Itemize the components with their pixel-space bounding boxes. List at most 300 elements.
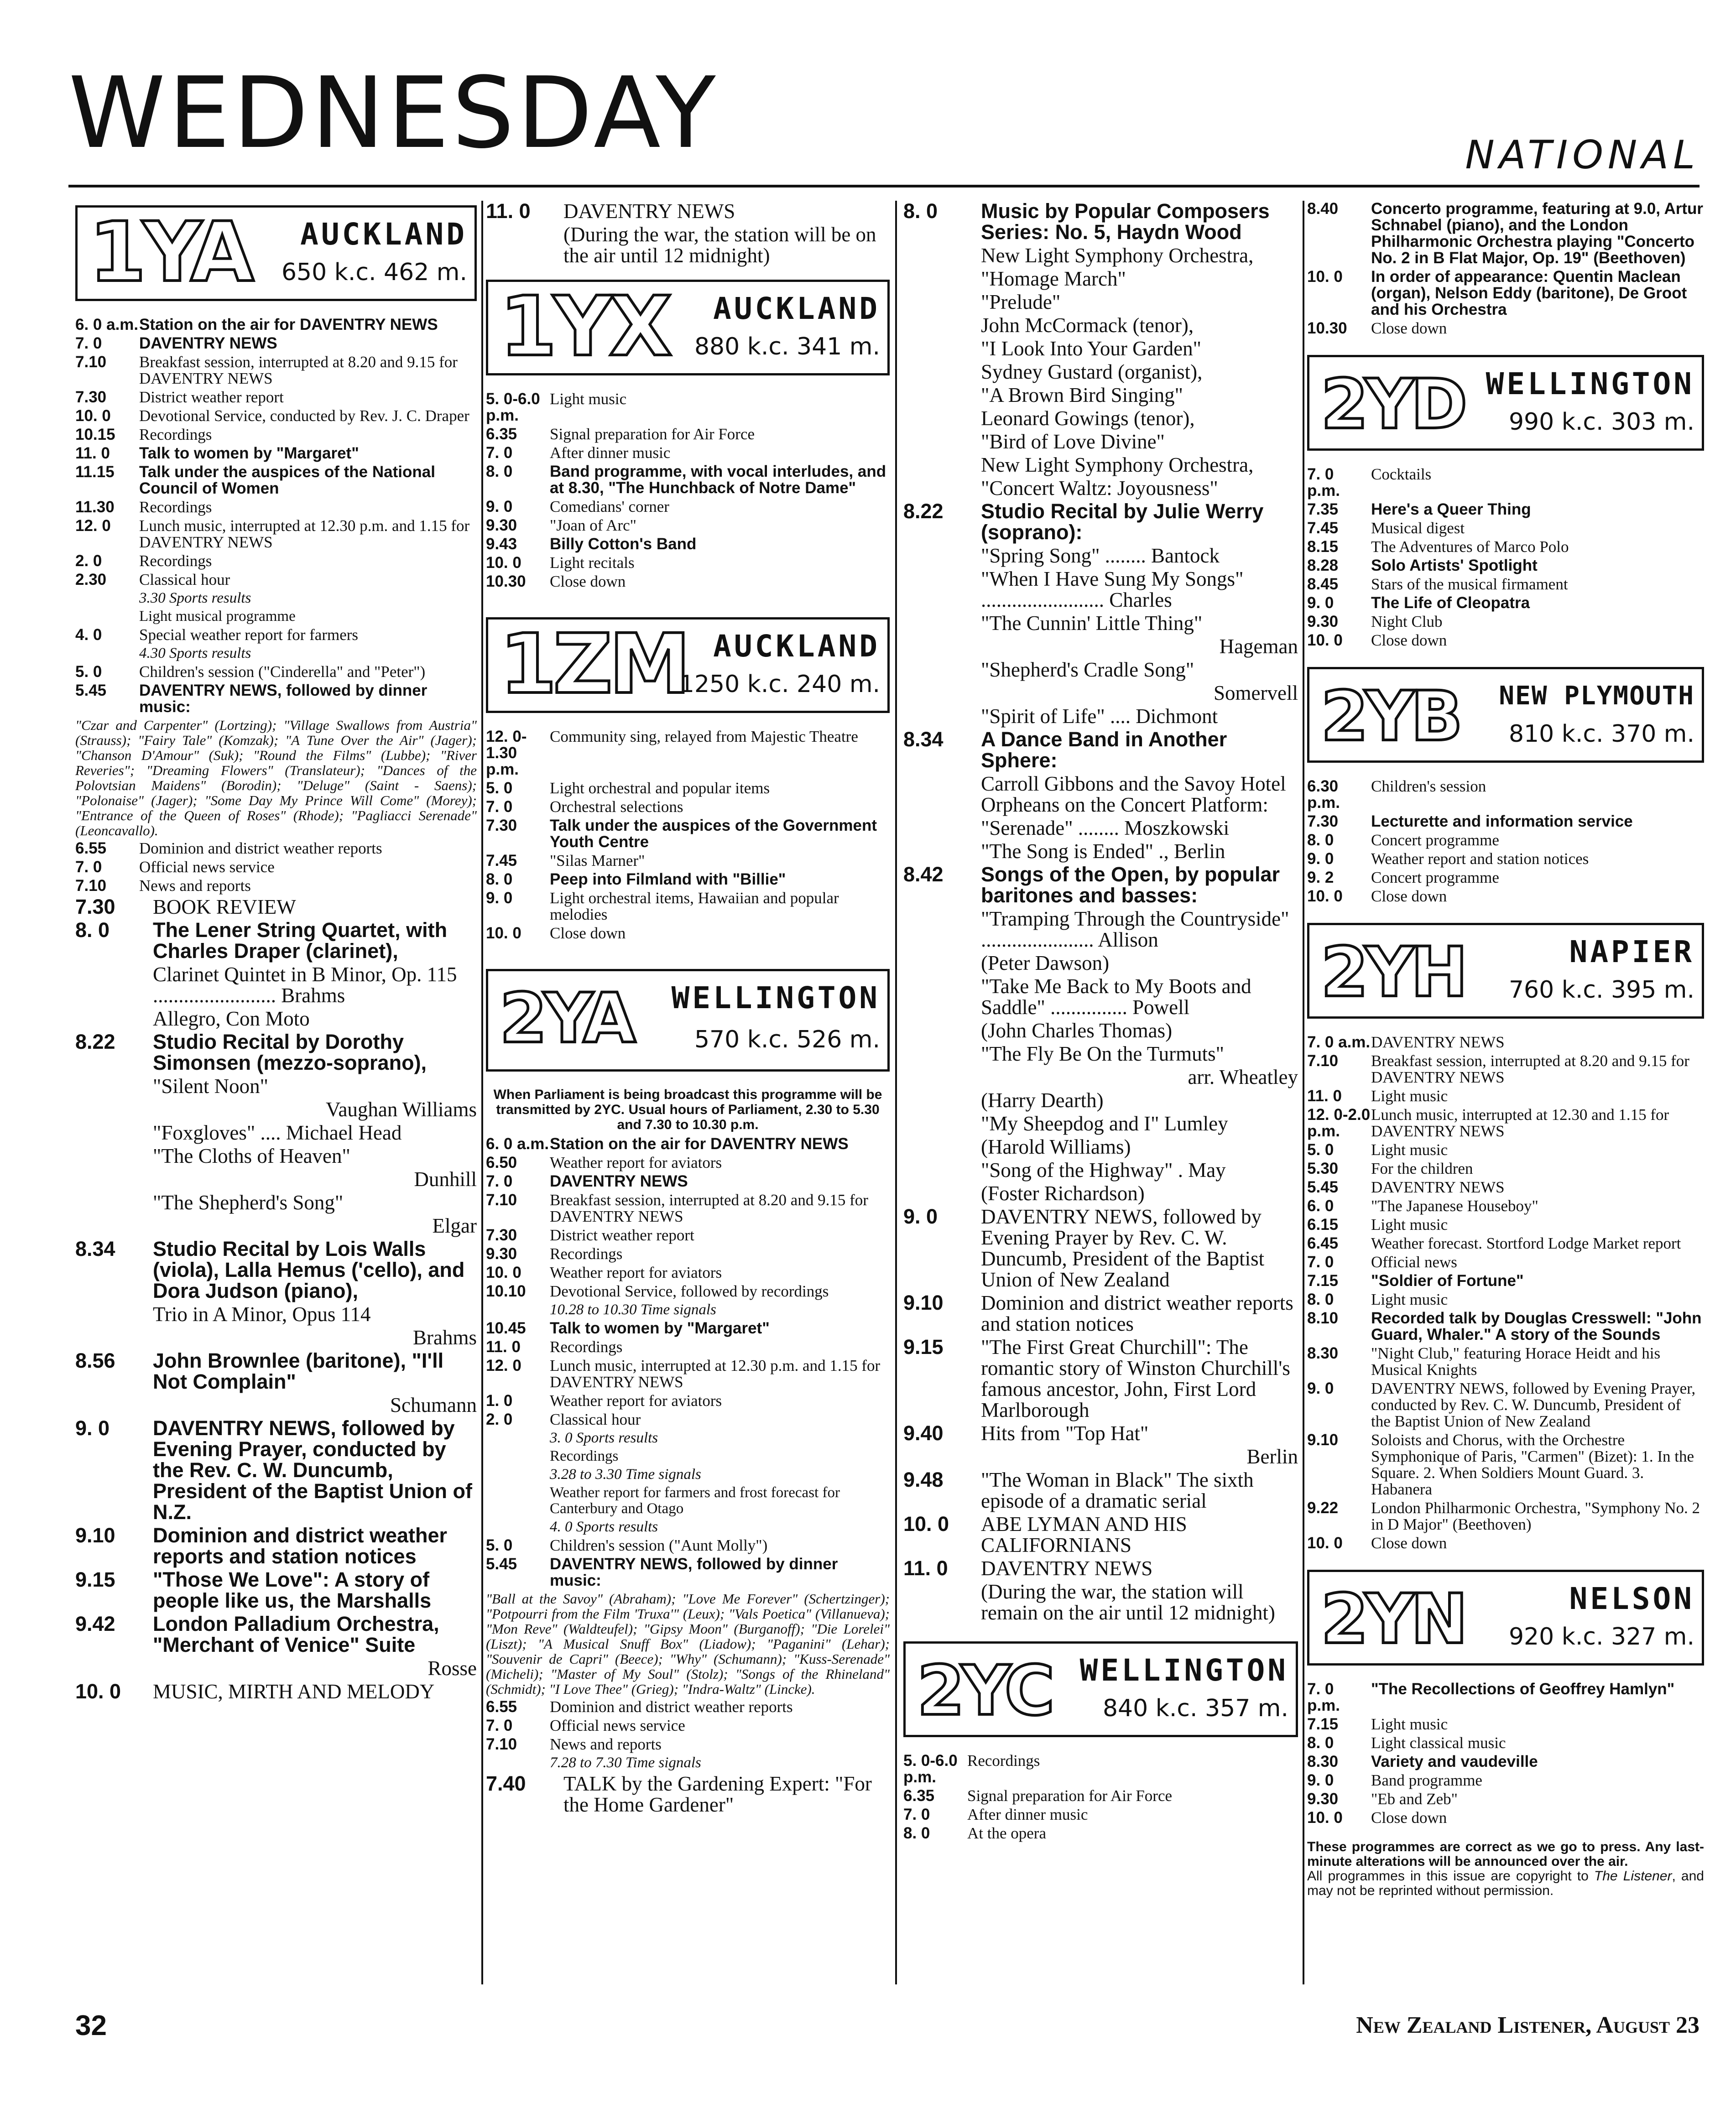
programme-note: Brahms <box>413 1326 477 1349</box>
programme-title: TALK by the Gardening Expert: "For the Home Gardener" <box>563 1772 872 1816</box>
programme-title: Studio Recital by Dorothy Simonsen (mezzo-soprano), <box>153 1030 427 1074</box>
programme-note: 3. 0 Sports results <box>550 1430 658 1446</box>
programme-note: New Light Symphony Orchestra, <box>981 453 1254 476</box>
programme-item <box>486 426 890 442</box>
day-heading: WEDNESDAY <box>68 56 719 170</box>
programme-item <box>1307 614 1704 630</box>
programme-title: "The Woman in Black" The sixth episode of a dramatic serial <box>981 1468 1254 1512</box>
programme-note: "Foxgloves" .... Michael Head <box>153 1121 402 1144</box>
station-box-2yd <box>1307 355 1704 451</box>
programme-time: 8.42 <box>903 863 944 886</box>
programme-item <box>486 1320 890 1337</box>
programme-item <box>903 201 1298 243</box>
programme-title: Official news service <box>550 1717 685 1734</box>
programme-item <box>1307 1681 1704 1714</box>
programme-item <box>75 1525 477 1567</box>
programme-time: 12. 0 <box>75 517 111 535</box>
station-city: WELLINGTON <box>671 980 880 1015</box>
programme-item <box>75 408 477 424</box>
programme-title: Close down <box>1371 1534 1447 1552</box>
programme-time: 11.30 <box>75 498 115 516</box>
programme-title: DAVENTRY NEWS <box>1371 1033 1505 1051</box>
programme-time: 7.45 <box>486 852 517 869</box>
programme-item <box>486 1155 890 1171</box>
programme-time: 2.30 <box>75 571 107 588</box>
programme-note: 10.28 to 10.30 Time signals <box>550 1301 716 1318</box>
programme-time: 5. 0-6.0 p.m. <box>486 390 540 424</box>
programme-note: "When I Have Sung My Songs" ........................ Charles <box>981 567 1244 611</box>
programme-item <box>75 553 477 569</box>
programme-title: Dominion and district weather reports <box>139 839 382 857</box>
programme-title: The Adventures of Marco Polo <box>1371 538 1569 556</box>
programme-title: Light music <box>1371 1087 1448 1105</box>
programme-note: John McCormack (tenor), <box>981 314 1194 337</box>
programme-note: Light musical programme <box>139 608 296 625</box>
programme-title: Comedians' corner <box>550 498 669 515</box>
programme-note: (John Charles Thomas) <box>981 1019 1173 1042</box>
programme-time: 7.15 <box>1307 1272 1339 1290</box>
programme-time: 9. 0 <box>903 1205 938 1228</box>
station-callsign: 2YA <box>500 979 632 1058</box>
programme-item <box>1307 1380 1704 1430</box>
programme-time: 9.10 <box>1307 1431 1339 1449</box>
programme-time: 10. 0 <box>75 1680 121 1703</box>
column-2 <box>486 201 890 1980</box>
programme-title: Weather report and station notices <box>1371 850 1589 868</box>
programme-time: 8.34 <box>903 728 944 751</box>
dinner-music-list: "Czar and Carpenter" (Lortzing); "Village Swallows from Austria" (Strauss); "Fairy Tale" (Komzak); "A Tune Over the Air" (Jager); "Chanson D'Amour" (Suk); "Round the Films" (Lubbe); "River Reveries"; "Dreaming Flowers" (Translateur); "Dances of the Polovtsian Maidens" (Borodin); "Deluge" (Saint - Saens); "Polonaise" (Jager); "Some Day My Prince Will Come" (Morey); "Entrance of the Queen of Roses" (Rhode); "Pagliacci Serenade" (Leoncavallo). <box>75 717 477 838</box>
programme-time: 7.10 <box>75 353 107 371</box>
programme-item <box>486 925 890 942</box>
programme-title: "Eb and Zeb" <box>1371 1790 1458 1808</box>
programme-note: Trio in A Minor, Opus 114 <box>153 1303 371 1326</box>
station-callsign: 2YD <box>1321 365 1464 444</box>
programme-item <box>903 1806 1298 1823</box>
programme-time: 7. 0 <box>1307 1253 1334 1271</box>
programme-item <box>75 896 477 917</box>
programme-title: Music by Popular Composers Series: No. 5, Haydn Wood <box>981 201 1270 244</box>
programme-time: 9.43 <box>486 535 517 553</box>
programme-time: 8. 0 <box>486 463 513 480</box>
programme-time: 9. 0 <box>486 498 513 515</box>
programme-title: Close down <box>1371 631 1447 649</box>
copyright-title: The Listener <box>1594 1869 1672 1884</box>
programme-item <box>903 1514 1298 1556</box>
programme-time: 6.30 p.m. <box>1307 777 1340 812</box>
programme-title: Dominion and district weather reports <box>550 1698 793 1716</box>
programme-item <box>1307 1235 1704 1252</box>
programme-item <box>1307 1735 1704 1751</box>
programme-title: Concerto programme, featuring at 9.0, Artur Schnabel (piano), and the London Philharmonic Orchestra playing "Concerto No. 2 in B Flat Major, Op. 19" (Beethoven) <box>1371 201 1703 267</box>
programme-note: 3.28 to 3.30 Time signals <box>550 1466 701 1483</box>
programme-item <box>486 780 890 796</box>
programme-time: 8.40 <box>1307 201 1339 218</box>
programme-time: 9.30 <box>486 516 517 534</box>
programme-note: (Harold Williams) <box>981 1135 1131 1158</box>
programme-time: 8.28 <box>1307 557 1339 574</box>
programme-time: 5. 0-6.0 p.m. <box>903 1752 958 1786</box>
station-callsign: 2YB <box>1321 677 1460 756</box>
programme-item <box>75 464 477 497</box>
programme-title: Dominion and district weather reports and station notices <box>981 1291 1293 1335</box>
programme-item <box>486 1265 890 1281</box>
programme-time: 9.42 <box>75 1612 115 1635</box>
programme-title: Recordings <box>139 552 212 570</box>
programme-time: 12. 0 <box>486 1357 521 1374</box>
programme-title: Musical digest <box>1371 519 1465 537</box>
programme-title: "Soldier of Fortune" <box>1371 1272 1524 1290</box>
programme-item <box>75 445 477 462</box>
programme-note: (During the war, the station will remain on the air until 12 midnight) <box>981 1580 1275 1624</box>
programme-title: District weather report <box>550 1226 694 1244</box>
programme-title: John Brownlee (baritone), "I'll Not Complain" <box>153 1349 444 1393</box>
station-city: AUCKLAND <box>300 217 467 252</box>
programme-time: 9.22 <box>1307 1499 1339 1517</box>
programme-time: 8.34 <box>75 1237 115 1260</box>
programme-item <box>75 427 477 443</box>
station-city: AUCKLAND <box>713 291 880 326</box>
programme-time: 7.10 <box>1307 1052 1339 1070</box>
programme-time: 10. 0 <box>1307 1534 1343 1552</box>
programme-time: 7. 0 p.m. <box>1307 1680 1340 1714</box>
programme-time: 5. 0 <box>1307 1141 1334 1159</box>
programme-title: ABE LYMAN AND HIS CALIFORNIANS <box>981 1513 1187 1557</box>
programme-note: 3.30 Sports results <box>139 590 251 606</box>
programme-item <box>75 1350 477 1392</box>
programme-time: 9.10 <box>903 1291 944 1314</box>
programme-title: Studio Recital by Julie Werry (soprano): <box>981 500 1264 544</box>
programme-title: Songs of the Open, by popular baritones and basses: <box>981 863 1280 907</box>
station-callsign: 1YX <box>500 279 669 375</box>
programme-title: Solo Artists' Spotlight <box>1371 557 1538 574</box>
programme-title: Night Club <box>1371 613 1443 630</box>
programme-time: 7. 0 <box>486 1172 513 1190</box>
programme-title: Devotional Service, followed by recordings <box>550 1282 829 1300</box>
programme-note: Carroll Gibbons and the Savoy Hotel Orpheans on the Concert Platform: <box>981 772 1286 816</box>
programme-item <box>75 499 477 515</box>
programme-note: 4. 0 Sports results <box>550 1519 658 1535</box>
programme-item <box>486 201 890 222</box>
programme-title: Breakfast session, interrupted at 8.20 and 9.15 for DAVENTRY NEWS <box>1371 1052 1689 1086</box>
programme-title: Dominion and district weather reports and station notices <box>153 1524 448 1568</box>
programme-time: 9.30 <box>1307 613 1339 630</box>
programme-title: Close down <box>550 573 626 590</box>
programme-title: Band programme, with vocal interludes, and at 8.30, "The Hunchback of Notre Dame" <box>550 463 886 497</box>
programme-time: 9. 2 <box>1307 869 1334 886</box>
programme-title: Peep into Filmland with "Billie" <box>550 870 786 888</box>
programme-title: "Silas Marner" <box>550 852 645 869</box>
station-callsign: 1ZM <box>500 617 687 712</box>
programme-item <box>486 853 890 869</box>
programme-title: "Night Club," featuring Horace Heidt and his Musical Knights <box>1371 1344 1661 1379</box>
programme-time: 12. 0-1.30 p.m. <box>486 728 527 778</box>
programme-title: Signal preparation for Air Force <box>967 1787 1173 1805</box>
programme-time: 1. 0 <box>486 1392 513 1410</box>
programme-time: 11. 0 <box>486 201 531 223</box>
programme-time: 7.30 <box>75 895 115 918</box>
programme-title: A Dance Band in Another Sphere: <box>981 728 1227 772</box>
programme-title: DAVENTRY NEWS, followed by Evening Prayer by Rev. C. W. Duncumb, President of the Baptist Union of New Zealand <box>981 1205 1265 1291</box>
programme-time: 7. 0 p.m. <box>1307 465 1340 500</box>
programme-time: 7. 0 <box>486 1717 513 1734</box>
programme-title: Breakfast session, interrupted at 8.20 and 9.15 for DAVENTRY NEWS <box>550 1191 868 1225</box>
programme-title: Light music <box>1371 1291 1448 1308</box>
programme-item <box>1307 869 1704 886</box>
station-callsign: 2YN <box>1321 1580 1465 1659</box>
programme-title: London Palladium Orchestra, "Merchant of Venice" Suite <box>153 1612 439 1656</box>
programme-title: Talk under the auspices of the Government Youth Centre <box>550 817 877 851</box>
programme-title: "Joan of Arc" <box>550 516 636 534</box>
programme-title: Classical hour <box>550 1411 641 1428</box>
programme-item <box>1307 1107 1704 1140</box>
station-frequency: 760 k.c. 395 m. <box>1508 976 1694 1004</box>
programme-note: "Silent Noon" <box>153 1075 268 1098</box>
programme-item <box>75 682 477 715</box>
programme-note: Recordings <box>550 1448 619 1464</box>
programme-title: Children's session ("Aunt Molly") <box>550 1536 768 1554</box>
programme-title: Hits from "Top Hat" <box>981 1422 1149 1445</box>
programme-note: Clarinet Quintet in B Minor, Op. 115 ........................ Brahms <box>153 963 457 1007</box>
programme-item <box>75 389 477 406</box>
programme-title: Special weather report for farmers <box>139 626 359 644</box>
programme-item <box>486 445 890 461</box>
programme-note: Dunhill <box>414 1168 477 1191</box>
station-box-1zm <box>486 617 890 713</box>
programme-title: Close down <box>1371 1809 1447 1827</box>
programme-time: 7.45 <box>1307 519 1339 537</box>
programme-note: "The Song is Ended" ., Berlin <box>981 840 1225 863</box>
programme-note: "Shepherd's Cradle Song" <box>981 658 1194 681</box>
programme-title: Light classical music <box>1371 1734 1506 1752</box>
programme-item <box>486 729 890 778</box>
programme-item <box>1307 778 1704 811</box>
programme-note: Rosse <box>427 1657 477 1680</box>
programme-item <box>1307 1791 1704 1807</box>
programme-note: Vaughan Williams <box>325 1098 477 1121</box>
programme-item <box>903 501 1298 543</box>
programme-title: Recordings <box>967 1752 1040 1770</box>
column-divider <box>481 201 483 1984</box>
programme-time: 10.10 <box>486 1282 526 1300</box>
programme-title: Recorded talk by Douglas Cresswell: "John Guard, Whaler." A story of the Sounds <box>1371 1309 1702 1343</box>
programme-item <box>903 1292 1298 1334</box>
programme-item <box>75 664 477 680</box>
programme-item <box>1307 557 1704 574</box>
copyright-text: All programmes in this issue are copyright to <box>1307 1869 1594 1884</box>
header-rule <box>68 185 1700 187</box>
programme-note: 4.30 Sports results <box>139 645 251 661</box>
programme-time: 7. 0 <box>75 334 102 352</box>
programme-title: "The Recollections of Geoffrey Hamlyn" <box>1371 1680 1675 1698</box>
programme-title: Stars of the musical firmament <box>1371 575 1568 593</box>
station-city: NAPIER <box>1569 934 1694 969</box>
programme-time: 7.30 <box>1307 812 1339 830</box>
programme-note: (Harry Dearth) <box>981 1089 1104 1112</box>
programme-item <box>486 573 890 590</box>
programme-item <box>1307 1161 1704 1177</box>
programme-title: Soloists and Chorus, with the Orchestre Symphonique of Paris, "Carmen" (Bizet): 1. In the Square. 2. When Soldiers Mount Guard. 3. Habanera <box>1371 1431 1694 1498</box>
programme-time: 9.30 <box>1307 1790 1339 1808</box>
programme-time: 6. 0 <box>1307 1197 1334 1215</box>
station-frequency: 570 k.c. 526 m. <box>694 1026 880 1053</box>
programme-time: 7.10 <box>486 1191 517 1209</box>
programme-item <box>486 1411 890 1428</box>
programme-title: Here's a Queer Thing <box>1371 500 1531 518</box>
programme-title: Light music <box>1371 1141 1448 1159</box>
programme-time: 10. 0 <box>75 407 111 425</box>
programme-time: 7.30 <box>486 817 517 834</box>
programme-time: 9.48 <box>903 1468 944 1491</box>
programme-note: "Homage March" <box>981 267 1126 290</box>
programme-time: 8. 0 <box>1307 1734 1334 1752</box>
programme-item <box>1307 1432 1704 1498</box>
programme-item <box>1307 1053 1704 1086</box>
programme-item <box>1307 1754 1704 1770</box>
programme-title: Light orchestral and popular items <box>550 779 770 797</box>
programme-item <box>486 1192 890 1225</box>
programme-note: Weather report for farmers and frost forecast for Canterbury and Otago <box>550 1484 840 1517</box>
programme-title: Close down <box>1371 319 1447 337</box>
programme-title: DAVENTRY NEWS, followed by dinner music: <box>550 1555 838 1589</box>
programme-title: In order of appearance: Quentin Maclean (organ), Nelson Eddy (baritone), De Groot and his Orchestra <box>1371 268 1687 318</box>
programme-item <box>486 1173 890 1190</box>
programme-item <box>1307 1088 1704 1104</box>
programme-title: News and reports <box>550 1735 662 1753</box>
programme-title: BOOK REVIEW <box>153 895 296 918</box>
programme-time: 5. 0 <box>486 779 513 797</box>
copyright-text: , and may not be reprinted without permission. <box>1307 1869 1704 1898</box>
programme-item <box>75 1614 477 1655</box>
programme-time: 8.10 <box>1307 1309 1339 1327</box>
programme-item <box>486 555 890 571</box>
programme-item <box>75 878 477 894</box>
programme-time: 6.55 <box>486 1698 517 1716</box>
programme-item <box>486 817 890 850</box>
programme-title: Orchestral selections <box>550 798 683 816</box>
programme-note: "My Sheepdog and I" Lumley <box>981 1112 1228 1135</box>
programme-item <box>486 499 890 515</box>
programme-time: 10. 0 <box>903 1512 949 1536</box>
programme-time: 9. 0 <box>75 1416 110 1440</box>
programme-title: Talk to women by "Margaret" <box>139 444 359 462</box>
programme-title: Station on the air for DAVENTRY NEWS <box>139 316 438 333</box>
programme-time: 7.35 <box>1307 500 1339 518</box>
station-frequency: 920 k.c. 327 m. <box>1508 1623 1694 1650</box>
programme-title: Studio Recital by Lois Walls (viola), Lalla Hemus ('cello), and Dora Judson (piano), <box>153 1237 465 1302</box>
programme-time: 6. 0 a.m. <box>75 316 139 333</box>
programme-note: Berlin <box>1246 1445 1298 1468</box>
page-number: 32 <box>75 2010 107 2041</box>
programme-title: Devotional Service, conducted by Rev. J. C. Draper <box>139 407 469 425</box>
programme-title: "Those We Love": A story of people like us, the Marshalls <box>153 1568 432 1612</box>
programme-item <box>486 1718 890 1734</box>
station-box-1yx <box>486 280 890 375</box>
programme-item <box>1307 1810 1704 1826</box>
programme-item <box>1307 576 1704 593</box>
programme-note: (Peter Dawson) <box>981 952 1110 974</box>
programme-title: Breakfast session, interrupted at 8.20 and 9.15 for DAVENTRY NEWS <box>139 353 458 387</box>
magazine-footer: New Zealand Listener, August 23 <box>1356 2012 1700 2038</box>
programme-time: 10. 0 <box>486 1264 521 1281</box>
programme-title: The Life of Cleopatra <box>1371 594 1530 612</box>
programme-title: After dinner music <box>550 444 671 462</box>
programme-item <box>75 1569 477 1611</box>
programme-title: Light orchestral items, Hawaiian and popular melodies <box>550 889 839 923</box>
programme-item <box>1307 201 1704 266</box>
programme-item <box>1307 1772 1704 1789</box>
programme-note: "Spirit of Life" .... Dichmont <box>981 705 1218 728</box>
station-callsign: 2YH <box>1321 933 1465 1012</box>
programme-title: Light recitals <box>550 554 635 572</box>
programme-item <box>1307 1310 1704 1343</box>
programme-note: (During the war, the station will be on the air until 12 midnight) <box>563 223 876 267</box>
programme-time: 5. 0 <box>486 1536 513 1554</box>
programme-item <box>903 729 1298 771</box>
programme-note: "Concert Waltz: Joyousness" <box>981 477 1218 500</box>
programme-time: 5.45 <box>486 1555 517 1573</box>
programme-item <box>1307 1291 1704 1308</box>
programme-time: 10.15 <box>75 426 115 443</box>
programme-time: 9.15 <box>75 1568 115 1591</box>
programme-item <box>75 859 477 875</box>
programme-title: After dinner music <box>967 1806 1088 1823</box>
copyright-note <box>1307 1869 1704 1898</box>
programme-item <box>1307 520 1704 536</box>
programme-time: 7.30 <box>486 1226 517 1244</box>
station-box-2yc <box>903 1641 1298 1737</box>
programme-item <box>486 871 890 888</box>
programme-item <box>1307 1142 1704 1158</box>
programme-item <box>903 1423 1298 1444</box>
programme-time: 10. 0 <box>1307 631 1343 649</box>
programme-time: 10. 0 <box>486 924 521 942</box>
programme-time: 9. 0 <box>1307 1771 1334 1789</box>
programme-title: London Philharmonic Orchestra, "Symphony No. 2 in D Major" (Beethoven) <box>1371 1499 1700 1533</box>
programme-time: 11. 0 <box>903 1557 948 1580</box>
programme-note: "The Shepherd's Song" <box>153 1191 344 1214</box>
programme-time: 6.55 <box>75 839 107 857</box>
programme-title: Lecturette and information service <box>1371 812 1633 830</box>
column-3 <box>903 201 1298 1980</box>
station-callsign: 2YC <box>917 1651 1051 1731</box>
programme-title: MUSIC, MIRTH AND MELODY <box>153 1680 435 1703</box>
programme-time: 7. 0 <box>486 798 513 816</box>
programme-item <box>486 1736 890 1753</box>
programme-title: Concert programme <box>1371 869 1499 886</box>
programme-title: DAVENTRY NEWS <box>563 201 735 223</box>
station-box-2ya <box>486 969 890 1072</box>
column-4 <box>1307 201 1704 1980</box>
programme-title: DAVENTRY NEWS <box>550 1172 688 1190</box>
programme-note: Hageman <box>1219 635 1298 658</box>
programme-note: "The Cunnin' Little Thing" <box>981 612 1203 635</box>
programme-item <box>903 1206 1298 1290</box>
programme-item <box>486 1136 890 1152</box>
programme-item <box>1307 851 1704 867</box>
programme-title: Talk under the auspices of the National Council of Women <box>139 463 435 497</box>
station-city: NEW PLYMOUTH <box>1499 681 1694 711</box>
programme-time: 11. 0 <box>486 1338 521 1356</box>
programme-title: DAVENTRY NEWS <box>981 1557 1153 1580</box>
programme-item <box>1307 320 1704 337</box>
programme-time: 9.10 <box>75 1524 115 1547</box>
programme-title: "The First Great Churchill": The romantic story of Winston Churchill's famous ancestor, John, First Lord Marlborough <box>981 1336 1290 1421</box>
programme-item <box>1307 632 1704 649</box>
programme-item <box>1307 1535 1704 1551</box>
station-box-2yn <box>1307 1570 1704 1666</box>
programme-item <box>75 335 477 352</box>
programme-title: Talk to women by "Margaret" <box>550 1319 770 1337</box>
